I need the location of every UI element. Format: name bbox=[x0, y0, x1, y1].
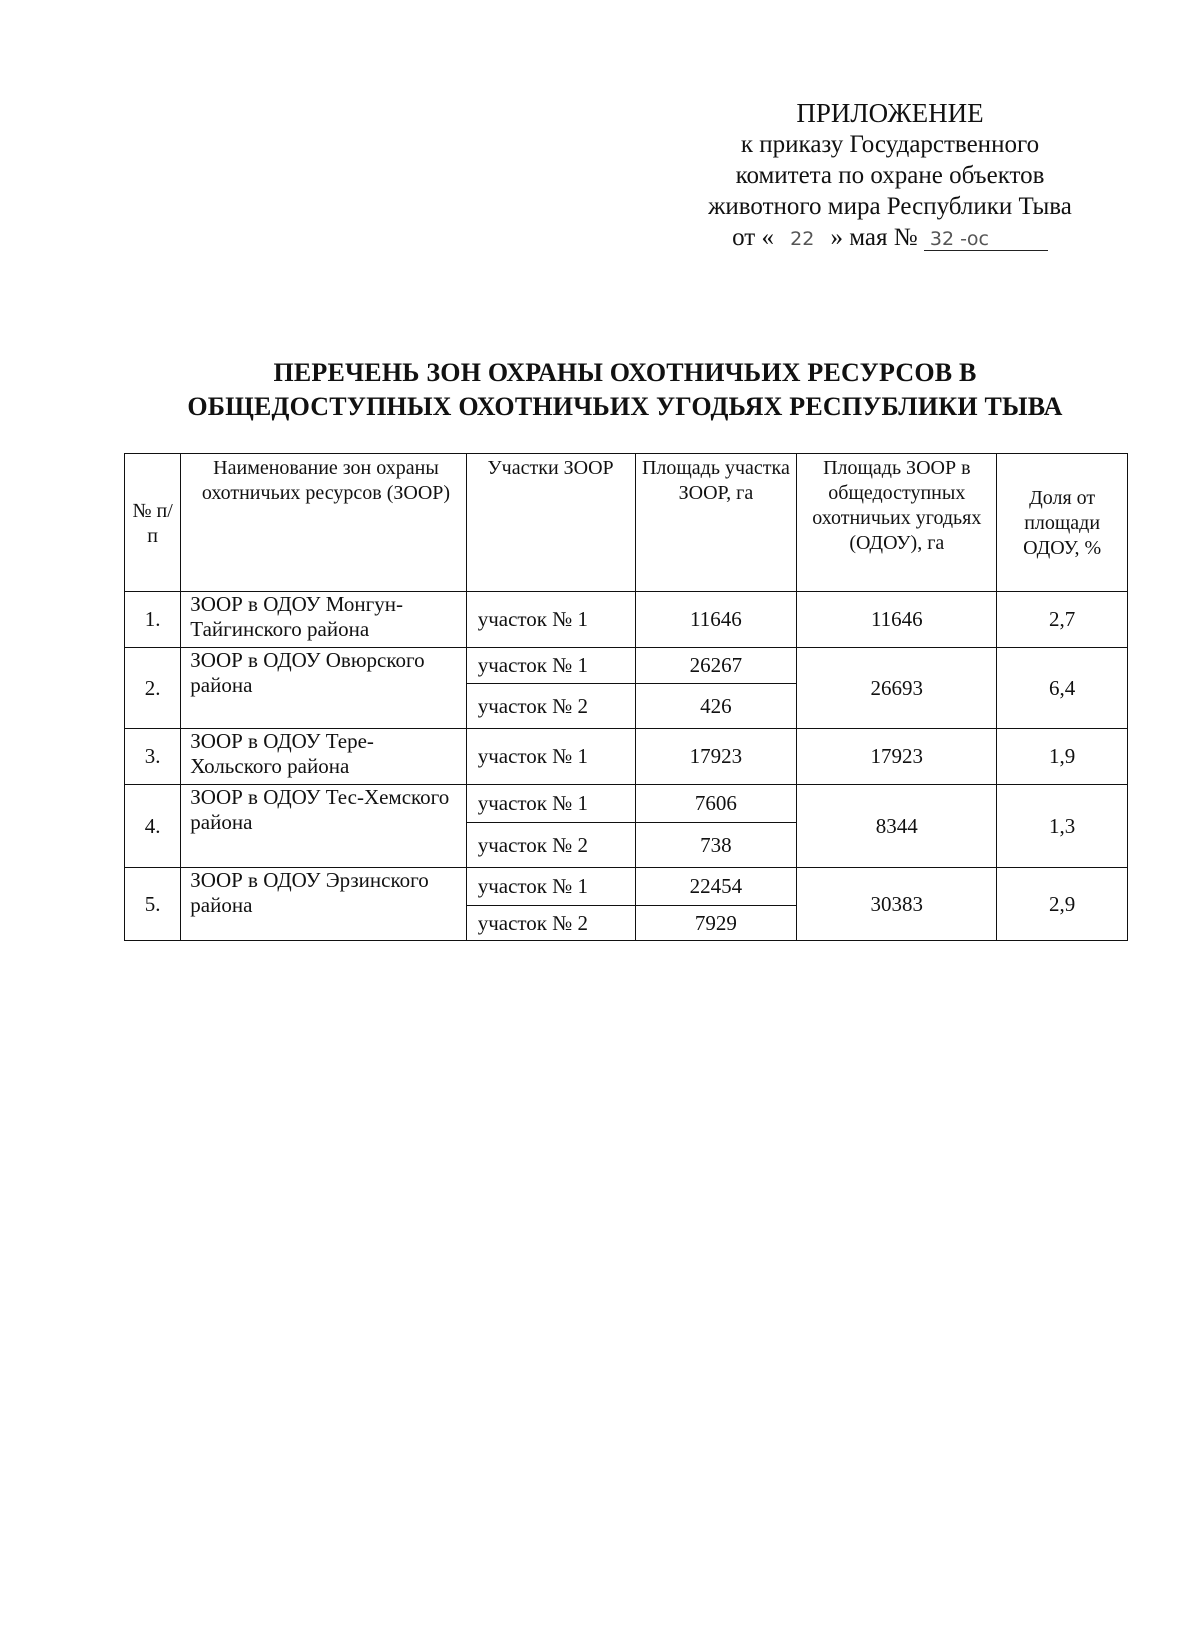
header-plot-area: Площадь участка ЗООР, га bbox=[635, 454, 797, 592]
handwritten-day: 22 bbox=[790, 228, 815, 250]
appendix-line-2: комитета по охране объектов bbox=[735, 162, 1045, 189]
row-number: 4. bbox=[125, 785, 181, 868]
zone-name: ЗООР в ОДОУ Монгун-Тайгинского района bbox=[181, 592, 466, 648]
plot-area: 11646 bbox=[635, 592, 797, 648]
appendix-line-3: животного мира Республики Тыва bbox=[708, 193, 1072, 220]
appendix-date-line bbox=[660, 222, 1120, 255]
handwritten-order-number: 32 -ос bbox=[924, 228, 1048, 251]
title-line-1: ПЕРЕЧЕНЬ ЗОН ОХРАНЫ ОХОТНИЧЬИХ РЕСУРСОВ В bbox=[273, 358, 977, 387]
table-row bbox=[125, 648, 1128, 684]
odou-area: 30383 bbox=[797, 868, 997, 941]
plot-area: 26267 bbox=[635, 648, 797, 684]
date-middle: » мая № bbox=[830, 224, 918, 251]
table-header-row bbox=[125, 454, 1128, 592]
plot-label: участок № 1 bbox=[466, 592, 635, 648]
plot-area: 22454 bbox=[635, 868, 797, 906]
odou-share: 2,7 bbox=[997, 592, 1128, 648]
table-row bbox=[125, 729, 1128, 785]
zone-name: ЗООР в ОДОУ Эрзинского района bbox=[181, 868, 466, 941]
zone-name: ЗООР в ОДОУ Тере-Хольского района bbox=[181, 729, 466, 785]
odou-area: 11646 bbox=[797, 592, 997, 648]
appendix-heading: ПРИЛОЖЕНИЕ bbox=[796, 98, 984, 128]
date-prefix: от « bbox=[732, 224, 774, 251]
table-row bbox=[125, 868, 1128, 906]
plot-label: участок № 1 bbox=[466, 785, 635, 823]
plot-area: 7929 bbox=[635, 906, 797, 941]
row-number: 5. bbox=[125, 868, 181, 941]
odou-area: 8344 bbox=[797, 785, 997, 868]
document-title bbox=[120, 356, 1130, 424]
odou-area: 26693 bbox=[797, 648, 997, 729]
header-plots: Участки ЗООР bbox=[466, 454, 635, 592]
plot-label: участок № 1 bbox=[466, 868, 635, 906]
header-odou-area: Площадь ЗООР в общедоступных охотничьих угодьях (ОДОУ), га bbox=[797, 454, 997, 592]
plot-label: участок № 2 bbox=[466, 684, 635, 729]
zone-name: ЗООР в ОДОУ Тес-Хемского района bbox=[181, 785, 466, 868]
plot-label: участок № 1 bbox=[466, 648, 635, 684]
row-number: 2. bbox=[125, 648, 181, 729]
plot-label: участок № 1 bbox=[466, 729, 635, 785]
table-row bbox=[125, 592, 1128, 648]
header-name: Наименование зон охраны охотничьих ресурсов (ЗООР) bbox=[181, 454, 466, 592]
title-line-2: ОБЩЕДОСТУПНЫХ ОХОТНИЧЬИХ УГОДЬЯХ РЕСПУБЛИКИ ТЫВА bbox=[187, 392, 1063, 421]
row-number: 1. bbox=[125, 592, 181, 648]
plot-area: 426 bbox=[635, 684, 797, 729]
plot-label: участок № 2 bbox=[466, 823, 635, 868]
row-number: 3. bbox=[125, 729, 181, 785]
appendix-line-1: к приказу Государственного bbox=[740, 131, 1040, 158]
odou-share: 2,9 bbox=[997, 868, 1128, 941]
table-row bbox=[125, 785, 1128, 823]
header-share: Доля от площади ОДОУ, % bbox=[997, 454, 1128, 592]
zone-name: ЗООР в ОДОУ Овюрского района bbox=[181, 648, 466, 729]
odou-share: 1,3 bbox=[997, 785, 1128, 868]
odou-area: 17923 bbox=[797, 729, 997, 785]
plot-area: 7606 bbox=[635, 785, 797, 823]
appendix-block bbox=[660, 98, 1120, 255]
odou-share: 6,4 bbox=[997, 648, 1128, 729]
plot-label: участок № 2 bbox=[466, 906, 635, 941]
plot-area: 17923 bbox=[635, 729, 797, 785]
header-num: № п/п bbox=[125, 454, 181, 592]
plot-area: 738 bbox=[635, 823, 797, 868]
zones-table bbox=[124, 453, 1128, 941]
odou-share: 1,9 bbox=[997, 729, 1128, 785]
